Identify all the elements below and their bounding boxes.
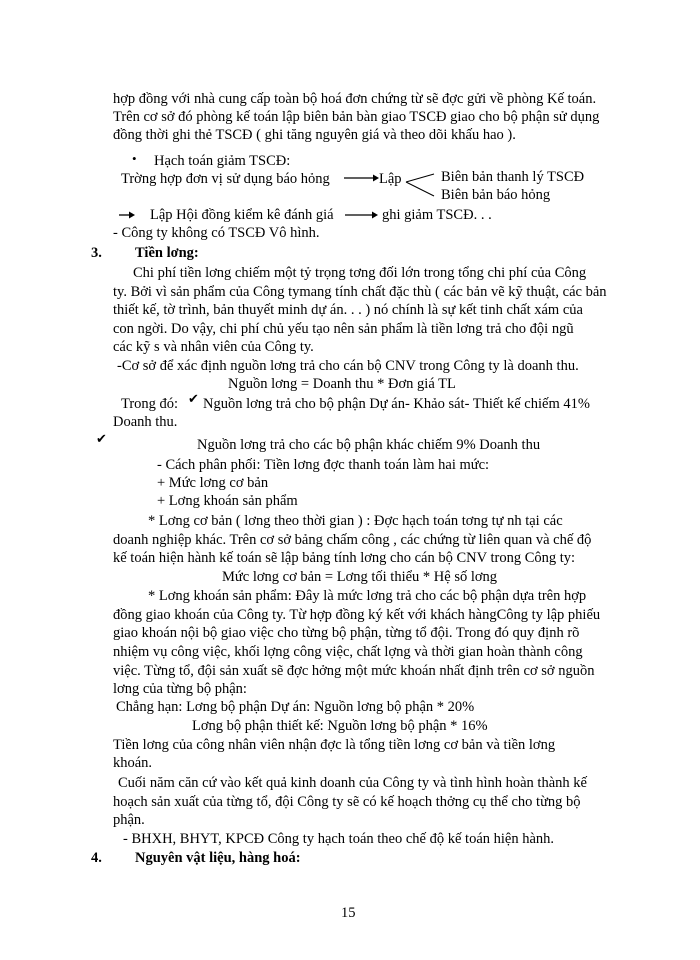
example-2: Lơng bộ phận thiết kế: Nguồn lơng bộ phận * 16% — [192, 718, 488, 734]
flow-arrow-3-icon — [344, 209, 378, 221]
para-1-line-3: thiết kế, tờ trình, bản thuyết minh dự án. . . ) nó chính là sự kết tinh chất xám của — [113, 302, 583, 318]
para-1-line-4: con ngời. Do vậy, chi phí chủ yếu tạo nên sản phẩm là tiền lơng trả cho đội ngũ — [113, 321, 574, 337]
flow-arrow-1-icon — [343, 172, 379, 184]
example-1: Chẳng hạn: Lơng bộ phận Dự án: Nguồn lơng bộ phận * 20% — [116, 699, 475, 715]
branch-lines-icon — [404, 170, 436, 200]
bonus-para-line-1: Cuối năm căn cứ vào kết quả kinh doanh của Công ty và tình hình hoàn thành kế — [118, 775, 587, 791]
flow-start: Trờng hợp đơn vị sử dụng báo hỏng — [121, 171, 330, 187]
base-para-line-2: doanh nghiệp khác. Trên cơ sở bảng chấm công , các chứng từ liên quan và chế độ — [113, 532, 592, 548]
branch-2: Biên bản báo hỏng — [441, 187, 551, 203]
insurance-note: - BHXH, BHYT, KPCĐ Công ty hạch toán theo chế độ kế toán hiện hành. — [123, 831, 555, 847]
para-1-line-1: Chi phí tiền lơng chiếm một tỷ trọng tơng đối lớn trong tổng chi phí của Công — [133, 265, 587, 281]
branch-1: Biên bản thanh lý TSCĐ — [441, 169, 585, 185]
piece-para-line-5: việc. Từng tổ, đội sản xuất sẽ đợc hởng một mức khoán nhất định trên cơ sở nguồn — [113, 663, 595, 679]
where-item-2: Nguồn lơng trả cho các bộ phận khác chiếm 9% Doanh thu — [197, 437, 541, 453]
base-para-line-1: * Lơng cơ bản ( lơng theo thời gian ) : Đợc hạch toán tơng tự nh tại các — [148, 513, 563, 529]
page-number: 15 — [341, 905, 356, 921]
check-1-icon: ✔ — [188, 391, 199, 406]
flow-step-3: ghi giảm TSCĐ. . . — [382, 207, 492, 223]
reduction-heading: Hạch toán giảm TSCĐ: — [154, 153, 291, 169]
flow-mid: Lập — [379, 171, 402, 187]
para-1-line-2: ty. Bởi vì sản phẩm của Công tymang tính chất đặc thù ( các bản vẽ kỹ thuật, các bản — [113, 284, 607, 300]
total-para-line-2: khoán. — [113, 755, 153, 771]
salary-formula: Nguồn lơng = Doanh thu * Đơn giá TL — [228, 376, 456, 392]
bonus-para-line-3: phận. — [113, 812, 145, 828]
section-3-title: Tiền lơng: — [135, 245, 199, 261]
where-label: Trong đó: — [121, 396, 179, 412]
piece-para-line-3: giao khoán nội bộ giao việc cho từng bộ phận, từng tổ đội. Trong đó quy định rõ — [113, 625, 580, 641]
base-para-line-3: kế toán hiện hành kế toán sẽ lập bảng tính lơng cho cán bộ CNV trong Công ty: — [113, 550, 576, 566]
where-item-1: Nguồn lơng trả cho bộ phận Dự án- Khảo sát- Thiết kế chiếm 41% — [203, 396, 590, 412]
piece-para-line-6: lơng của từng bộ phận: — [113, 681, 247, 697]
level-2: + Lơng khoán sản phẩm — [157, 493, 298, 509]
flow-step-2: Lập Hội đồng kiểm kê đánh giá — [150, 207, 334, 223]
piece-para-line-1: * Lơng khoán sản phẩm: Đây là mức lơng trả cho các bộ phận dựa trên hợp — [148, 588, 587, 604]
level-1: + Mức lơng cơ bản — [157, 475, 269, 491]
section-4-title: Nguyên vật liệu, hàng hoá: — [135, 850, 301, 866]
total-para-line-1: Tiền lơng của công nhân viên nhận đợc là tổng tiền lơng cơ bản và tiền lơng — [113, 737, 556, 753]
intro-line-3: đồng thời ghi thẻ TSCĐ ( ghi tăng nguyên giá và theo dõi khấu hao ). — [113, 127, 516, 143]
section-4-number: 4. — [91, 850, 102, 866]
check-2-icon: ✔ — [96, 431, 107, 446]
distribution-method: - Cách phân phối: Tiền lơng đợc thanh toán làm hai mức: — [157, 457, 490, 473]
bullet-icon: • — [132, 151, 137, 166]
piece-para-line-4: nhiệm vụ công việc, khối lợng công việc, chất lợng và thời gian hoàn thành công — [113, 644, 583, 660]
intro-line-1: hợp đồng với nhà cung cấp toàn bộ hoá đơn chứng từ sẽ đợc gửi về phòng Kế toán. — [113, 91, 597, 107]
intro-line-2: Trên cơ sở đó phòng kế toán lập biên bản bàn giao TSCĐ giao cho bộ phận sử dụng — [113, 109, 600, 125]
intangible-note: - Công ty không có TSCĐ Vô hình. — [113, 225, 320, 241]
salary-basis: -Cơ sở để xác định nguồn lơng trả cho cán bộ CNV trong Công ty là doanh thu. — [117, 358, 579, 374]
bonus-para-line-2: hoạch sản xuất của từng tổ, đội Công ty sẽ có kế hoạch thởng cụ thể cho từng bộ — [113, 794, 581, 810]
piece-para-line-2: đồng giao khoán của Công ty. Từ hợp đồng ký kết với khách hàngCông ty lập phiếu — [113, 607, 601, 623]
base-formula: Mức lơng cơ bản = Lơng tối thiểu * Hệ số lơng — [222, 569, 498, 585]
section-3-number: 3. — [91, 245, 102, 261]
flow-arrow-2-icon — [118, 209, 136, 221]
para-1-line-5: các kỹ s và nhân viên của Công ty. — [113, 339, 314, 355]
where-item-1-cont: Doanh thu. — [113, 414, 178, 430]
